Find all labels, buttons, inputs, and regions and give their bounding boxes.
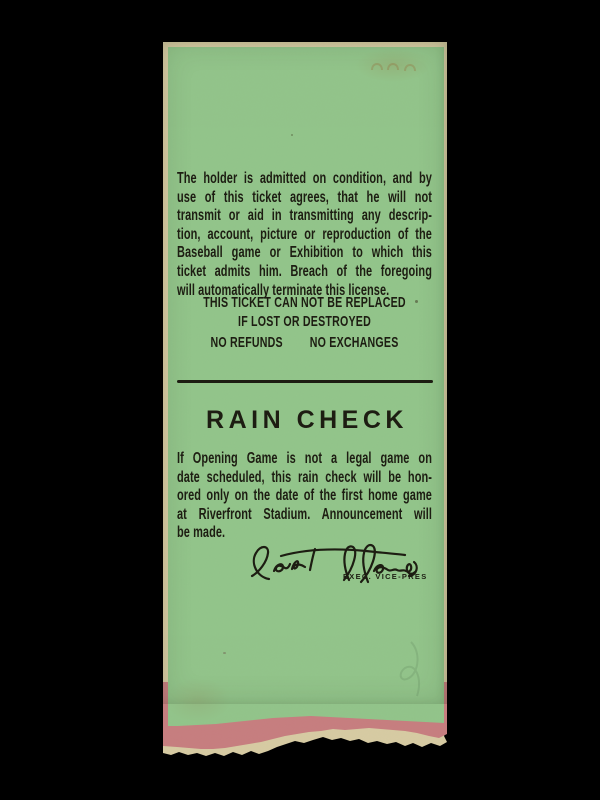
rain-check-text <box>177 450 432 543</box>
license-line: Baseball game or Exhibition to which this <box>177 244 432 262</box>
license-line: use of this ticket agrees, that he will not <box>177 188 432 206</box>
license-line: The holder is admitted on condition, and by <box>177 170 432 187</box>
rain-check-line: date scheduled, this rain check will be hon- <box>177 468 432 486</box>
rain-check-ticket <box>163 42 447 758</box>
license-line: ticket admits him. Breach of the foregoing <box>177 262 432 280</box>
license-line: tion, account, picture or reproduction of the <box>177 225 432 243</box>
rain-check-line: If Opening Game is not a legal game on <box>177 450 432 467</box>
refund-policy <box>177 333 432 352</box>
divider-rule <box>177 380 433 383</box>
no-exchanges-label: NO EXCHANGES <box>309 334 399 351</box>
replacement-notice <box>177 293 432 332</box>
paper-speck <box>415 300 418 303</box>
rain-check-line: be made. <box>177 524 226 542</box>
replacement-notice-line: IF LOST OR DESTROYED <box>238 313 371 331</box>
replacement-notice-line: THIS TICKET CAN NOT BE REPLACED <box>203 294 406 311</box>
license-line: transmit or aid in transmitting any descrip- <box>177 207 432 225</box>
signer-title: EXEC. VICE-PRES <box>343 572 428 581</box>
paper-speck <box>223 652 226 654</box>
rain-check-line: at Riverfront Stadium. Announcement will <box>177 505 432 523</box>
license-text <box>177 170 432 300</box>
rain-check-line: ored only on the date of the first home game <box>177 487 432 505</box>
no-refunds-label: NO REFUNDS <box>210 334 283 351</box>
rain-check-title: RAIN CHECK <box>206 406 408 434</box>
faint-pencil-mark <box>381 638 427 702</box>
paper-speck <box>291 134 293 136</box>
faded-ink-smudge <box>369 54 423 74</box>
license-line: will automatically terminate this license. <box>177 281 390 299</box>
